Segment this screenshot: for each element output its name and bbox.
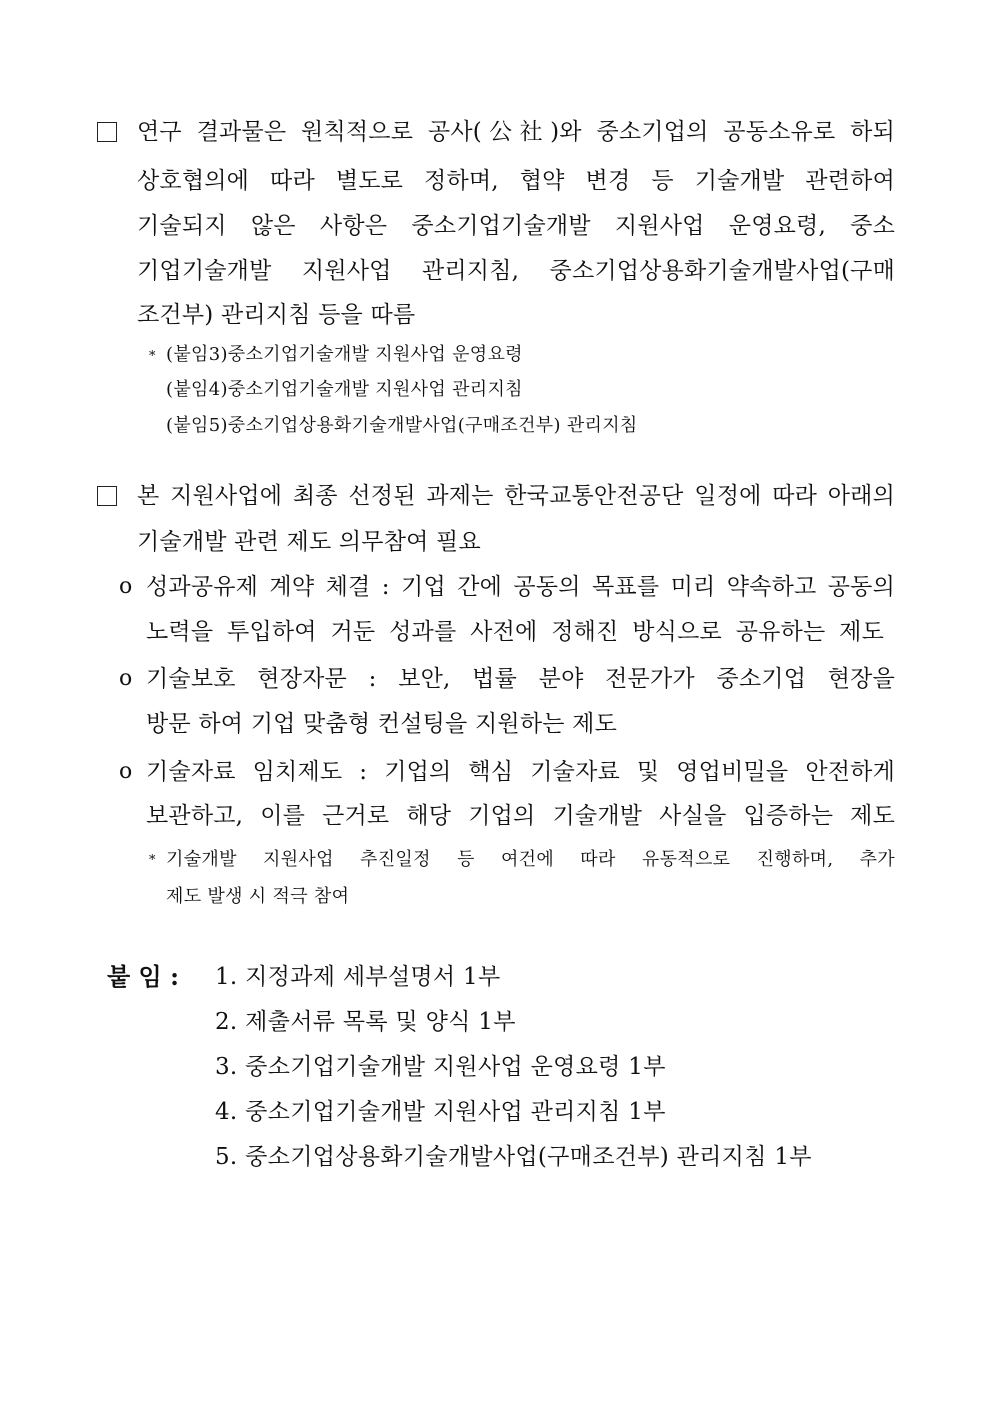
section2-line-2: 기술개발 관련 제도 의무참여 필요 (137, 529, 481, 555)
attachment-item-1: 1. 지정과제 세부설명서 1부 (215, 964, 501, 990)
attachment-item-5: 5. 중소기업상용화기술개발사업(구매조건부) 관리지침 1부 (215, 1144, 812, 1170)
section2-line-1: 본 지원사업에 최종 선정된 과제는 한국교통안전공단 일정에 따라 아래의 (137, 483, 895, 509)
section2-note-marker: * (149, 853, 156, 868)
bullet-1-line-1: 성과공유제 계약 체결 : 기업 간에 공동의 목표를 미리 약속하고 공동의 (146, 574, 895, 600)
section1-note-3: (붙임5)중소기업상용화기술개발사업(구매조건부) 관리지침 (166, 415, 638, 436)
section2-note-line-1: 기술개발 지원사업 추진일정 등 여건에 따라 유동적으로 진행하며, 추가 (166, 849, 895, 870)
bullet-3-line-2: 보관하고, 이를 근거로 해당 기업의 기술개발 사실을 입증하는 제도 (146, 803, 895, 829)
bullet-marker-2: o (119, 666, 133, 691)
bullet-1-line-2: 노력을 투입하여 거둔 성과를 사전에 정해진 방식으로 공유하는 제도 (146, 619, 884, 645)
attachments-label: 붙 임 : (107, 962, 179, 991)
bullet-marker-1: o (119, 574, 133, 599)
section1-line-3: 기술되지 않은 사항은 중소기업기술개발 지원사업 운영요령, 중소 (137, 213, 895, 239)
section1-note-1: (붙임3)중소기업기술개발 지원사업 운영요령 (166, 344, 523, 365)
bullet-3-line-1: 기술자료 임치제도 : 기업의 핵심 기술자료 및 영업비밀을 안전하게 (146, 759, 895, 785)
checkbox-bullet-section2 (97, 486, 117, 506)
section2-note-line-2: 제도 발생 시 적극 참여 (166, 886, 350, 907)
attachment-item-2: 2. 제출서류 목록 및 양식 1부 (215, 1009, 516, 1035)
section1-line-5: 조건부) 관리지침 등을 따름 (137, 302, 416, 328)
section1-note-marker: * (149, 349, 156, 364)
bullet-2-line-2: 방문 하여 기업 맞춤형 컨설팅을 지원하는 제도 (146, 711, 618, 737)
attachment-item-3: 3. 중소기업기술개발 지원사업 운영요령 1부 (215, 1054, 666, 1080)
bullet-marker-3: o (119, 759, 133, 784)
checkbox-bullet-section1 (97, 122, 117, 142)
attachment-item-4: 4. 중소기업기술개발 지원사업 관리지침 1부 (215, 1099, 666, 1125)
section1-line-4: 기업기술개발 지원사업 관리지침, 중소기업상용화기술개발사업(구매 (137, 258, 895, 284)
section1-line-2: 상호협의에 따라 별도로 정하며, 협약 변경 등 기술개발 관련하여 (137, 168, 895, 194)
section1-line-1: 연구 결과물은 원칙적으로 공사(公社)와 중소기업의 공동소유로 하되 (137, 119, 895, 145)
bullet-2-line-1: 기술보호 현장자문 : 보안, 법률 분야 전문가가 중소기업 현장을 (146, 666, 895, 692)
section1-note-2: (붙임4)중소기업기술개발 지원사업 관리지침 (166, 379, 523, 400)
